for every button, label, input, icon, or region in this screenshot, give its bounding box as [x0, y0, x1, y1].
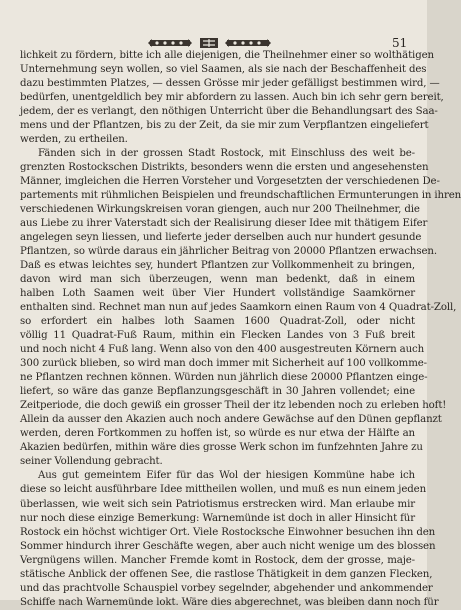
text-line: enthalten sind. Rechnet man nun auf jedes Saamkorn einen Raum von 4 Quadrat-Zoll,	[20, 302, 457, 314]
text-line: nur noch diese einzige Bemerkung: Warnemünde ist doch in aller Hinsicht für	[20, 512, 416, 524]
text-line: 300 zurück blieben, so wird man doch immer mit Sicherheit auf 100 vollkomme-	[20, 358, 427, 370]
text-line: aus Liebe zu ihrer Vaterstadt sich der Realisirung dieser Idee mit thätigem Eifer	[20, 218, 428, 230]
text-line: diese so leicht ausführbare Idee mittheilen wollen, und muß es nun einem jeden	[20, 484, 427, 496]
printers-ornament-left	[148, 38, 192, 48]
text-line: verschiedenen Wirkungskreisen voran giengen, auch nur 200 Theilnehmer, die	[20, 204, 420, 216]
text-line: werden, deren Fortkommen zu hoffen ist, so würde es nur etwa der Hälfte an	[20, 428, 415, 440]
text-line: liefert, so wäre das ganze Bepflanzungsgeschäft in 30 Jahren vollendet; eine	[20, 386, 415, 398]
text-line: Pflantzen, so würde daraus ein jährlicher Beitrag von 20000 Pflantzen erwachsen.	[20, 246, 437, 258]
text-line: Daß es etwas leichtes sey, hundert Pflantzen zur Vollkommenheit zu bringen,	[20, 260, 415, 272]
text-line: Allein da ausser den Akazien auch noch andere Gewächse auf den Dünen gepflanzt	[20, 414, 442, 426]
text-line: dazu bestimmten Platzes, — dessen Grösse mir jeder gefälligst bestimmen wird, —	[20, 78, 440, 90]
text-line: Sommer hindurch ihrer Geschäfte wegen, aber auch nicht wenige um des blossen	[20, 540, 436, 552]
page-header	[0, 16, 427, 50]
printers-ornament-right	[225, 38, 271, 48]
text-line: Rostock ein höchst wichtiger Ort. Viele Rostocksche Einwohner besuchen ihn den	[20, 526, 436, 538]
text-line: völlig 11 Quadrat-Fuß Raum, mithin ein Flecken Landes von 3 Fuß breit	[20, 330, 415, 342]
text-line: Vergnügens willen. Mancher Fremde komt in Rostock, dem der grosse, maje-	[20, 554, 415, 566]
text-line: überlassen, wie weit sich sein Patriotismus erstrecken wird. Man erlaube mir	[20, 498, 415, 510]
text-line: und noch nicht 4 Fuß lang. Wenn also von den 400 ausgestreuten Körnern auch	[20, 344, 425, 356]
text-line: stätische Anblick der offenen See, die rastlose Thätigkeit in dem ganzen Flecken,	[20, 568, 433, 580]
text-line: so erfordert ein halbes loth Saamen 1600 Quadrat-Zoll, oder nicht	[20, 316, 415, 328]
text-line: jedem, der es verlangt, den nöthigen Unterricht über die Behandlungsart des Saa-	[20, 106, 438, 118]
text-line: davon wird man sich überzeugen, wenn man bedenkt, daß in einem	[20, 274, 415, 286]
body-text	[20, 49, 461, 610]
text-line: Fänden sich in der grossen Stadt Rostock, mit Einschluss des weit be-	[38, 148, 415, 160]
text-line: Aus gut gemeintem Eifer für das Wol der hiesigen Kommüne habe ich	[38, 470, 415, 482]
text-line: und das prachtvolle Schauspiel vorbey segelnder, abgehender und ankommender	[20, 582, 433, 594]
printers-ornament-center	[197, 38, 221, 48]
text-line: partements mit rühmlichen Beispielen und freundschaftlichen Ermunterungen in ihren	[20, 190, 461, 202]
page-number: 51	[392, 36, 408, 50]
text-line: Schiffe nach Warnemünde lokt. Wäre dies abgerechnet, was bleiben dann noch für	[20, 596, 439, 608]
text-line: ne Pflantzen rechnen können. Würden nun jährlich diese 20000 Pflantzen einge-	[20, 372, 428, 384]
text-line: grenzten Rostockschen Distrikts, besonders wenn die ersten und angesehensten	[20, 162, 429, 174]
text-line: Unternehmung seyn wollen, so viel Saamen, als sie nach der Beschaffenheit des	[20, 64, 427, 76]
text-line: halben Loth Saamen weit über Vier Hundert vollständige Saamkörner	[20, 288, 415, 300]
text-line: Akazien bedürfen, mithin wäre dies grosse Werk schon im funfzehnten Jahre zu	[20, 442, 423, 454]
text-line: Zeitperiode, die doch gewiß ein grosser Theil der itz lebenden noch zu erleben hoft!	[20, 400, 447, 412]
text-line: Männer, imgleichen die Herren Vorsteher und Vorgesetzten der verschiedenen De-	[20, 176, 440, 188]
text-line: bedürfen, unentgeldlich bey mir abfordern zu lassen. Auch bin ich sehr gern bereit,	[20, 92, 444, 104]
text-line: angelegen seyn liessen, und lieferte jeder derselben auch nur hundert gesunde	[20, 232, 422, 244]
text-line: seiner Vollendung gebracht.	[20, 456, 163, 468]
text-line: werden, zu ertheilen.	[20, 134, 128, 146]
text-line: lichkeit zu fördern, bitte ich alle diejenigen, die Theilnehmer einer so wolthätigen	[20, 50, 434, 61]
text-line: mens und der Pflantzen, bis zu der Zeit, da sie mir zum Verpflantzen eingeliefert	[20, 120, 429, 132]
